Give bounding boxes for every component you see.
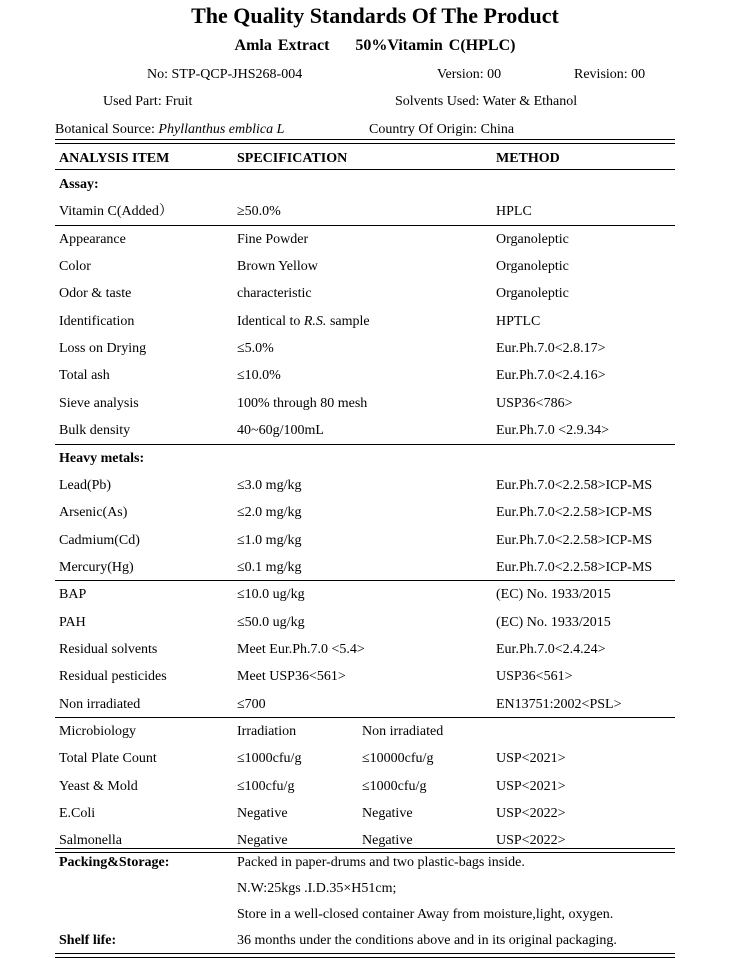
table-row — [0, 745, 750, 772]
table-row — [0, 609, 750, 636]
analysis-item: Yeast & Mold — [59, 778, 138, 794]
shelf-life-label: Shelf life: — [59, 933, 117, 948]
method: Eur.Ph.7.0 <2.9.34> — [496, 423, 610, 439]
analysis-item: Odor & taste — [59, 286, 132, 302]
table-row — [0, 280, 750, 307]
method: HPTLC — [496, 313, 541, 329]
specification-alt: Negative — [362, 806, 413, 822]
table-row — [0, 554, 750, 581]
country-of-origin: Country Of Origin: China — [369, 122, 515, 137]
table-row — [0, 773, 750, 800]
analysis-item: Microbiology — [59, 724, 136, 739]
specification: ≤0.1 mg/kg — [237, 559, 302, 575]
analysis-item: PAH — [59, 614, 86, 630]
analysis-item: Arsenic(As) — [59, 505, 128, 521]
method: (EC) No. 1933/2015 — [496, 614, 611, 630]
specification: Meet Eur.Ph.7.0 <5.4> — [237, 641, 365, 657]
used-part: Used Part: Fruit — [103, 94, 193, 109]
section-header — [0, 171, 750, 198]
specification: Irradiation — [237, 724, 297, 739]
table-row — [0, 800, 750, 827]
doc-revision: Revision: 00 — [574, 67, 646, 82]
analysis-item: Salmonella — [59, 833, 122, 849]
analysis-item: Residual solvents — [59, 641, 158, 657]
double-rule-top — [55, 139, 675, 144]
specification: ≤3.0 mg/kg — [237, 477, 302, 493]
analysis-item: Non irradiated — [59, 696, 141, 712]
table-header — [0, 145, 750, 172]
specification: ≥50.0% — [237, 204, 281, 220]
specification: Identical to R.S. sample — [237, 313, 370, 329]
table-row — [0, 581, 750, 608]
shelf-life-row — [0, 928, 750, 954]
packing-line-2: N.W:25kgs .I.D.35×H51cm; — [237, 881, 397, 896]
table-row — [0, 691, 750, 718]
table-row — [0, 663, 750, 690]
document-subtitle — [0, 35, 750, 57]
method: USP<2021> — [496, 778, 566, 794]
specification: ≤2.0 mg/kg — [237, 505, 302, 521]
shelf-life-value: 36 months under the conditions above and in its original packaging. — [237, 933, 617, 948]
packing-line-1: Packed in paper-drums and two plastic-bags inside. — [237, 855, 525, 870]
analysis-item: Total Plate Count — [59, 751, 157, 767]
analysis-item: Residual pesticides — [59, 669, 167, 685]
specification: ≤5.0% — [237, 341, 274, 357]
table-row — [0, 253, 750, 280]
analysis-item: Assay: — [59, 177, 99, 192]
table-row — [0, 718, 750, 745]
method: Organoleptic — [496, 259, 569, 275]
table-row — [0, 417, 750, 444]
analysis-item: Bulk density — [59, 423, 131, 439]
table-row — [0, 472, 750, 499]
specification: 40~60g/100mL — [237, 423, 324, 439]
header-method: METHOD — [496, 151, 560, 166]
analysis-item: Heavy metals: — [59, 450, 145, 466]
analysis-item: Mercury(Hg) — [59, 559, 134, 575]
specification: Fine Powder — [237, 231, 309, 247]
header-analysis-item: ANALYSIS ITEM — [59, 151, 170, 166]
method: USP36<561> — [496, 669, 573, 685]
specification: ≤700 — [237, 696, 266, 712]
analysis-item: E.Coli — [59, 806, 96, 822]
method: Eur.Ph.7.0<2.8.17> — [496, 341, 606, 357]
analysis-item: Loss on Drying — [59, 341, 147, 357]
packing-line-3: Store in a well-closed container Away from moisture,light, oxygen. — [237, 907, 614, 922]
analysis-item: Total ash — [59, 368, 110, 384]
method: Organoleptic — [496, 286, 569, 302]
method: Organoleptic — [496, 231, 569, 247]
analysis-item: Lead(Pb) — [59, 477, 112, 493]
packing-row-3 — [0, 902, 750, 928]
rule-header — [55, 169, 675, 170]
method: Eur.Ph.7.0<2.4.24> — [496, 641, 606, 657]
table-row — [0, 362, 750, 389]
analysis-item: Identification — [59, 313, 135, 329]
specification: Negative — [237, 806, 288, 822]
solvents-used: Solvents Used: Water & Ethanol — [395, 94, 578, 109]
specification: Meet USP36<561> — [237, 669, 346, 685]
botanical-source: Botanical Source: Phyllanthus emblica L — [55, 122, 285, 137]
method: (EC) No. 1933/2015 — [496, 587, 611, 603]
analysis-item: BAP — [59, 587, 87, 603]
table-row — [0, 527, 750, 554]
table-row — [0, 198, 750, 225]
specification: ≤1.0 mg/kg — [237, 532, 302, 548]
packing-row-2 — [0, 876, 750, 902]
method: USP36<786> — [496, 395, 573, 411]
product-grade: 50%Vitamin C(HPLC) — [355, 37, 516, 54]
specification-alt: Non irradiated — [362, 724, 444, 739]
section-header — [0, 445, 750, 472]
packing-label: Packing&Storage: — [59, 855, 170, 870]
table-row — [0, 308, 750, 335]
method: HPLC — [496, 204, 532, 220]
table-row — [0, 499, 750, 526]
table-row — [0, 226, 750, 253]
doc-number: No: STP-QCP-JHS268-004 — [147, 67, 303, 82]
packing-row-1 — [0, 850, 750, 876]
product-name: Amla Extract — [234, 37, 330, 54]
method: EN13751:2002<PSL> — [496, 696, 622, 712]
table-row — [0, 636, 750, 663]
specification: ≤1000cfu/g — [237, 751, 302, 767]
method: Eur.Ph.7.0<2.2.58>ICP-MS — [496, 505, 653, 521]
analysis-item: Sieve analysis — [59, 395, 139, 411]
specification: Brown Yellow — [237, 259, 318, 275]
method: USP<2021> — [496, 751, 566, 767]
specification-alt: ≤1000cfu/g — [362, 778, 427, 794]
specification: 100% through 80 mesh — [237, 395, 368, 411]
analysis-item: Vitamin C(Added） — [59, 204, 173, 220]
specification: ≤10.0 ug/kg — [237, 587, 305, 603]
document-title: The Quality Standards Of The Product — [191, 3, 559, 28]
specification: ≤10.0% — [237, 368, 281, 384]
analysis-item: Color — [59, 259, 91, 275]
specification: ≤50.0 ug/kg — [237, 614, 305, 630]
table-row — [0, 390, 750, 417]
specification: Negative — [237, 833, 288, 849]
header-specification: SPECIFICATION — [237, 151, 348, 166]
method: USP<2022> — [496, 833, 566, 849]
specification-alt: ≤10000cfu/g — [362, 751, 434, 767]
method: Eur.Ph.7.0<2.2.58>ICP-MS — [496, 559, 653, 575]
doc-version: Version: 00 — [437, 67, 502, 82]
table-row — [0, 335, 750, 362]
specification: characteristic — [237, 286, 312, 302]
method: USP<2022> — [496, 806, 566, 822]
analysis-item: Appearance — [59, 231, 126, 247]
double-rule-end — [55, 953, 675, 958]
specification-alt: Negative — [362, 833, 413, 849]
specification: ≤100cfu/g — [237, 778, 295, 794]
method: Eur.Ph.7.0<2.4.16> — [496, 368, 606, 384]
analysis-item: Cadmium(Cd) — [59, 532, 140, 548]
method: Eur.Ph.7.0<2.2.58>ICP-MS — [496, 532, 653, 548]
method: Eur.Ph.7.0<2.2.58>ICP-MS — [496, 477, 653, 493]
